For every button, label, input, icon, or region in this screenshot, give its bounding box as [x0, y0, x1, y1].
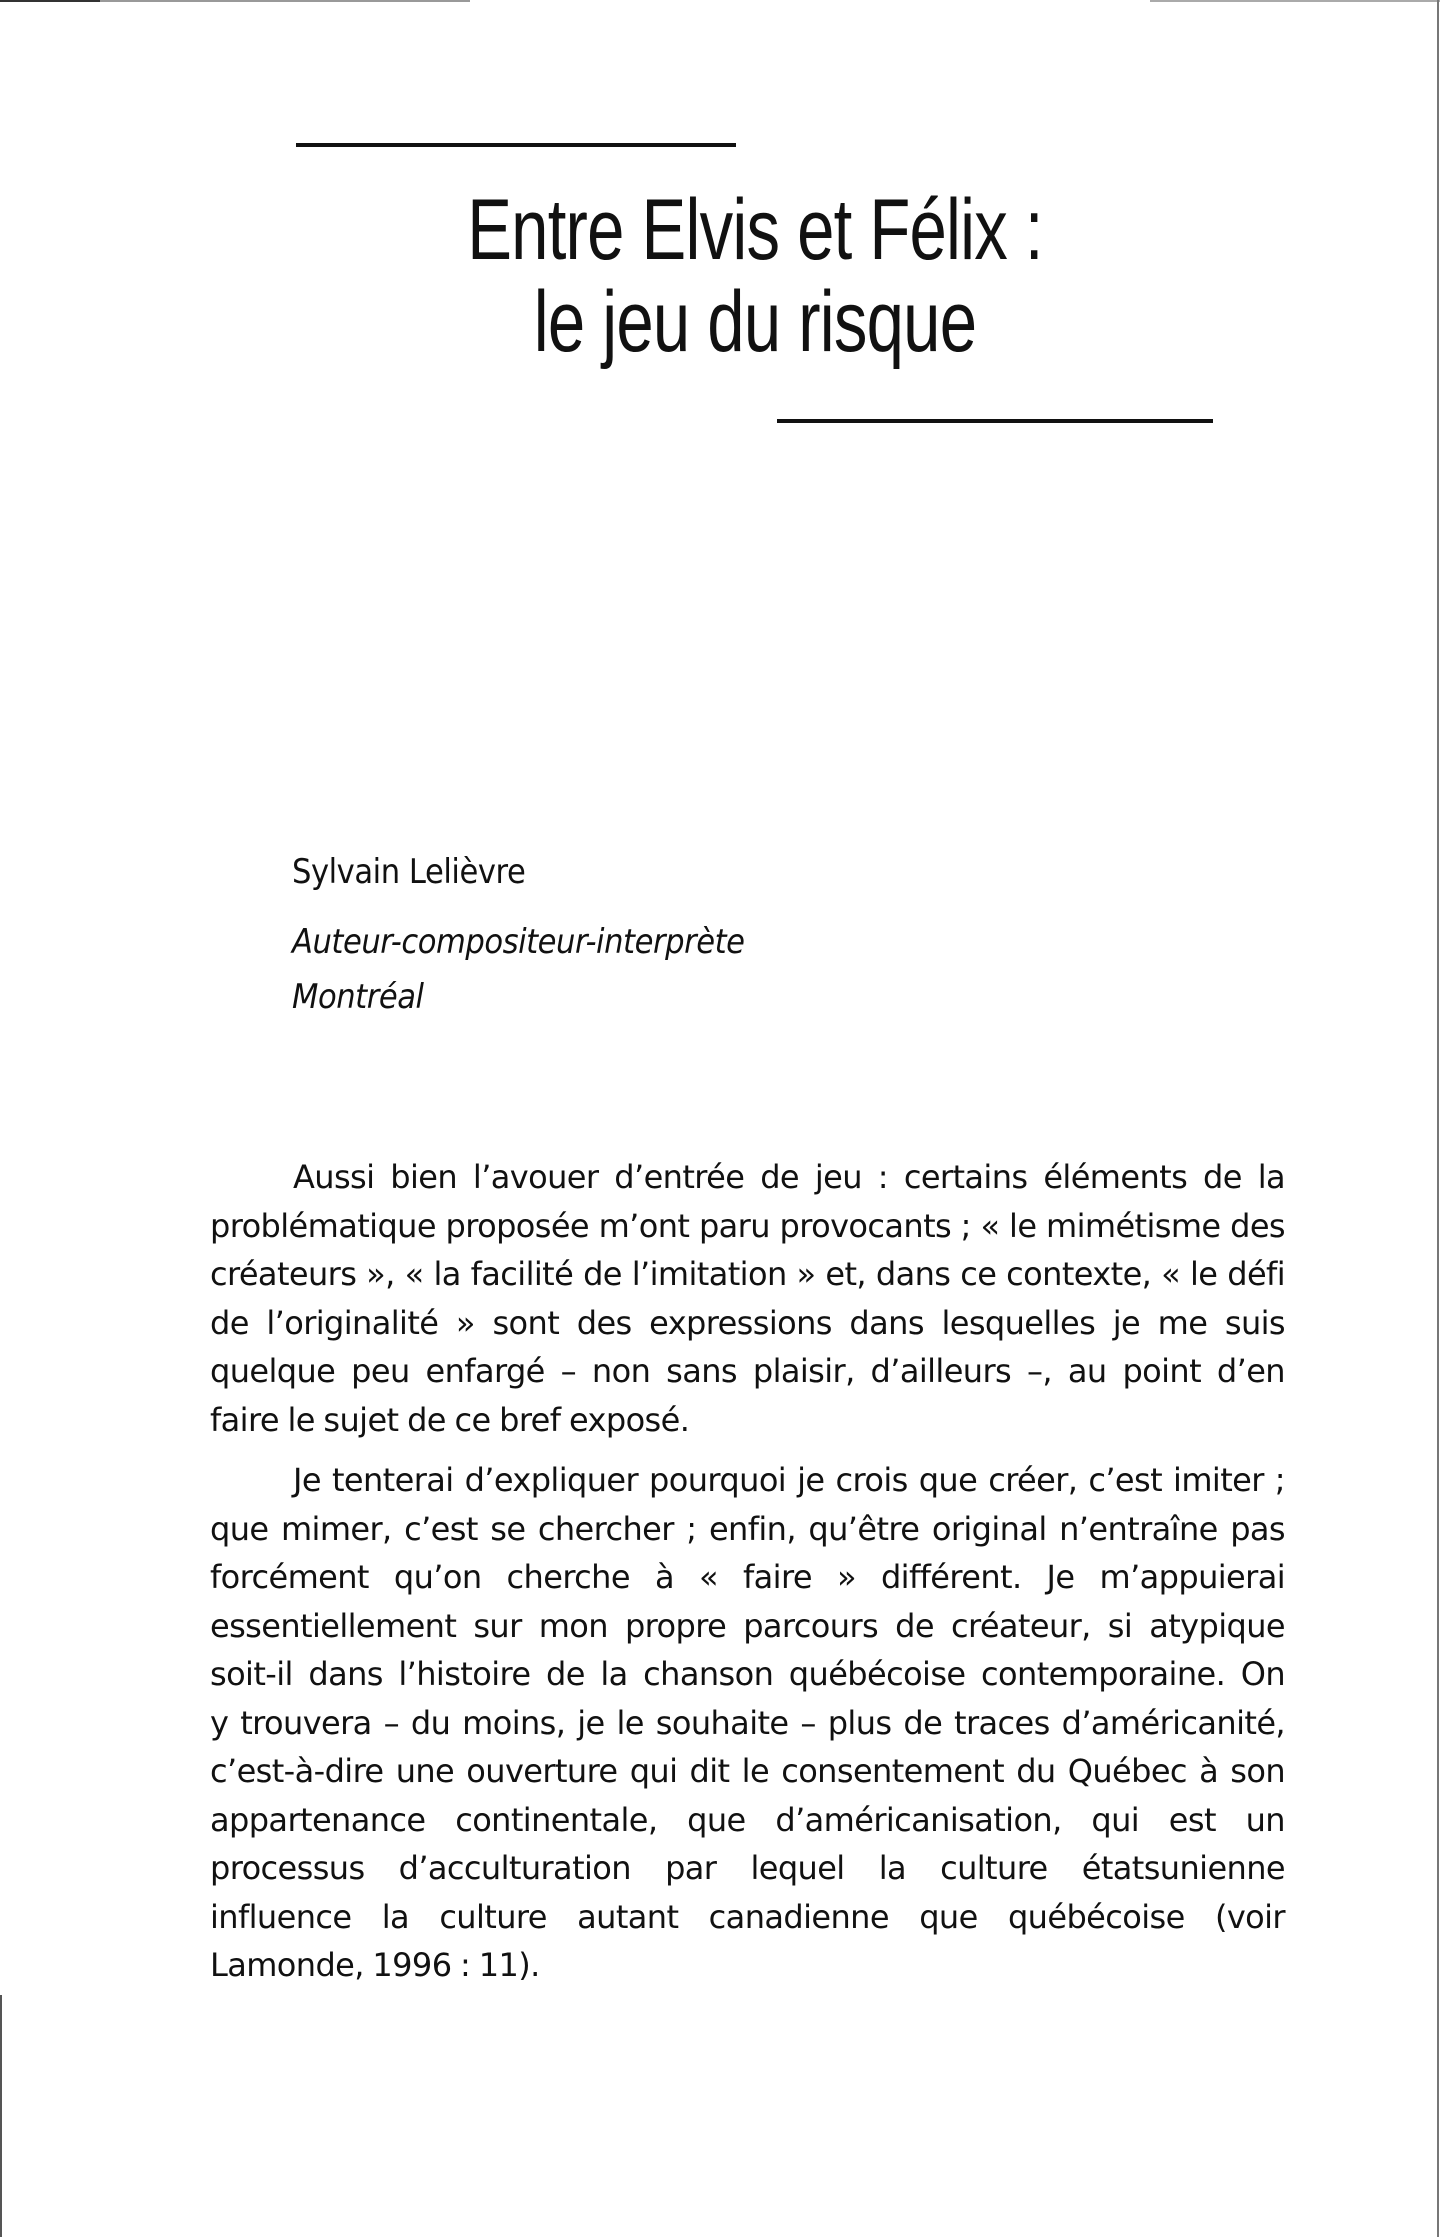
author-city: Montréal [292, 977, 424, 1017]
scan-edge-right [1437, 0, 1439, 2237]
text-line: Lamonde, 1996 : 11). [210, 1946, 540, 1984]
text-line: Je tenterai d’expliquer pourquoi je crois que créer, c’est imiter ; [293, 1461, 1285, 1499]
text-line: Aussi bien l’avouer d’entrée de jeu : certains éléments de la [293, 1158, 1285, 1196]
text-line: faire le sujet de ce bref exposé. [210, 1400, 690, 1439]
chapter-title-line-1: Entre Elvis et Félix : [467, 182, 1043, 278]
text-line: influence la culture autant canadienne que québécoise (voir [210, 1897, 1285, 1936]
chapter-title-line-2: le jeu du risque [533, 274, 977, 370]
author-name: Sylvain Lelièvre [292, 852, 526, 892]
text-line: y trouvera – du moins, je le souhaite – plus de traces d’américanité, [210, 1703, 1285, 1742]
text-line: de l’originalité » sont des expressions dans lesquelles je me suis [210, 1303, 1285, 1342]
text-line: appartenance continentale, que d’américanisation, qui est un [210, 1800, 1285, 1839]
scan-edge-top [0, 0, 1440, 2]
text-line: problématique proposée m’ont paru provocants ; « le mimétisme des [210, 1206, 1285, 1245]
text-line: soit-il dans l’histoire de la chanson québécoise contemporaine. On [210, 1655, 1285, 1693]
text-line: créateurs », « la facilité de l’imitation » et, dans ce contexte, « le défi [210, 1255, 1285, 1293]
title-rule-top [296, 143, 736, 147]
text-line: que mimer, c’est se chercher ; enfin, qu’être original n’entraîne pas [210, 1509, 1285, 1548]
text-line: processus d’acculturation par lequel la culture étatsunienne [210, 1849, 1285, 1887]
scan-edge-left [0, 1995, 2, 2237]
text-line: c’est-à-dire une ouverture qui dit le consentement du Québec à son [210, 1752, 1285, 1790]
text-line: essentiellement sur mon propre parcours de créateur, si atypique [210, 1606, 1285, 1645]
title-rule-bottom [777, 419, 1213, 423]
paragraph-2 [210, 1456, 1285, 1990]
paragraph-1 [210, 1153, 1285, 1444]
author-role: Auteur-compositeur-interprète [292, 922, 745, 962]
text-line: forcément qu’on cherche à « faire » différent. Je m’appuierai [210, 1558, 1285, 1596]
text-line: quelque peu enfargé – non sans plaisir, d’ailleurs –, au point d’en [210, 1352, 1285, 1390]
body-text [210, 1153, 1285, 1990]
